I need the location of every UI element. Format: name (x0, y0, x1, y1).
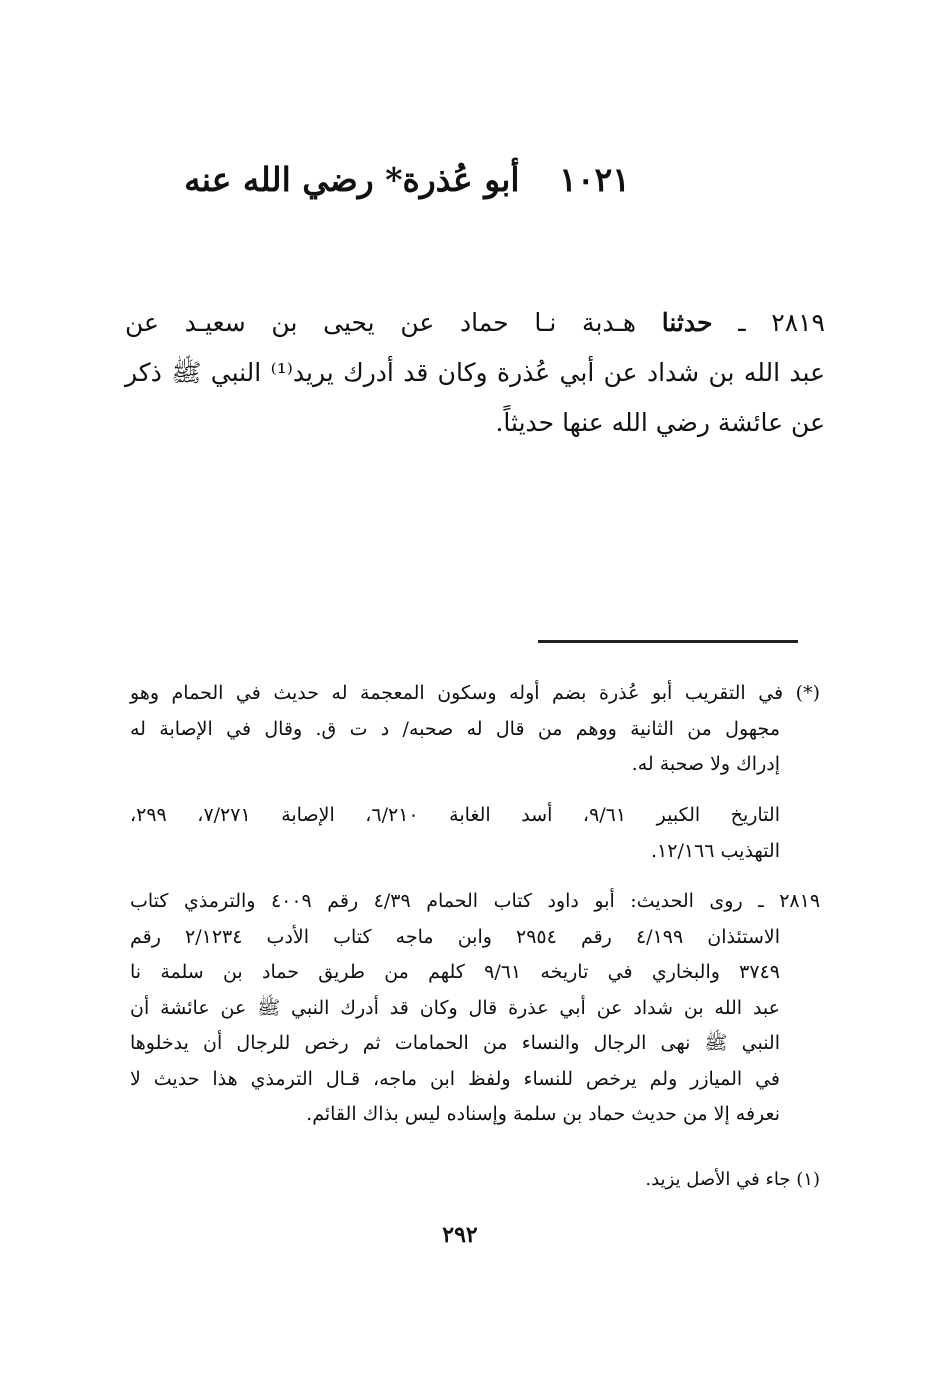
footnote-hadith (130, 884, 820, 1133)
chapter-number: ١٠٢١ (559, 160, 630, 199)
footnote-hadith-line: نعرفه إلا من حديث حماد بن سلمة وإسناده ليس بذاك القائم. (306, 1103, 780, 1125)
footnote-star-line: إدراك ولا صحبة له. (631, 753, 780, 775)
hadith-number: ٢٨١٩ ـ (738, 308, 825, 337)
hadith-text (125, 298, 825, 448)
hadith-line-3: عن عائشة رضي الله عنها حديثاً. (495, 408, 825, 437)
hadith-line-2: عبد الله بن شداد عن أبي عُذرة وكان قد أدرك يريد⁽¹⁾ النبي ﷺ ذكر (125, 358, 826, 387)
page-number: ٢٩٢ (442, 1222, 478, 1248)
footnote-hadith-line: الاستئذان ٤/١٩٩ رقم ٢٩٥٤ وابن ماجه كتاب الأدب ٢/١٢٣٤ رقم (130, 925, 781, 948)
footnote-hadith-line: ٢٨١٩ ـ روى الحديث: أبو داود كتاب الحمام ٤/٣٩ رقم ٤٠٠٩ والترمذي كتاب (130, 890, 821, 912)
hadith-line-1 (125, 298, 825, 348)
footnote-star-line: مجهول من الثانية ووهم من قال له صحبه/ د ت ق. وقال في الإصابة له (130, 717, 780, 740)
footnote-hadith-line: في الميازر ولم يرخص للنساء ولفظ ابن ماجه، قـال الترمذي هذا حديث لا (130, 1067, 780, 1090)
footnote-variant (130, 1162, 820, 1198)
hadith-lead: حدثنا (661, 308, 713, 337)
footnote-star-line: (*) في التقريب أبو عُذرة بضم أوله وسكون المعجمة له حديث في الحمام وهو (130, 682, 820, 704)
footnote-separator (538, 640, 798, 643)
footnote-sources-line: التاريخ الكبير ٩/٦١، أسد الغابة ٦/٢١٠، الإصابة ٧/٢٧١، ٢٩٩، (130, 804, 780, 826)
chapter-heading (140, 150, 630, 210)
hadith-line-1-rest: هـدبة نـا حماد عن يحيى بن سعيـد عن (125, 308, 637, 337)
chapter-title: أبو عُذرة* رضي الله عنه (184, 160, 520, 199)
footnote-sources-line: التهذيب ١٢/١٦٦. (650, 839, 780, 862)
footnote-variant-line: (١) جاء في الأصل يزيد. (645, 1169, 820, 1190)
footnote-hadith-line: النبي ﷺ نهى الرجال والنساء من الحمامات ثم رخص للرجال أن يدخلوها (130, 1032, 780, 1054)
footnote-star (130, 676, 820, 783)
footnote-sources (130, 798, 820, 869)
footnote-hadith-line: ٣٧٤٩ والبخاري في تاريخه ٩/٦١ كلهم من طريق حماد بن سلمة نا (130, 961, 780, 983)
footnote-hadith-line: عبد الله بن شداد عن أبي عذرة قال وكان قد أدرك النبي ﷺ عن عائشة أن (130, 996, 780, 1019)
